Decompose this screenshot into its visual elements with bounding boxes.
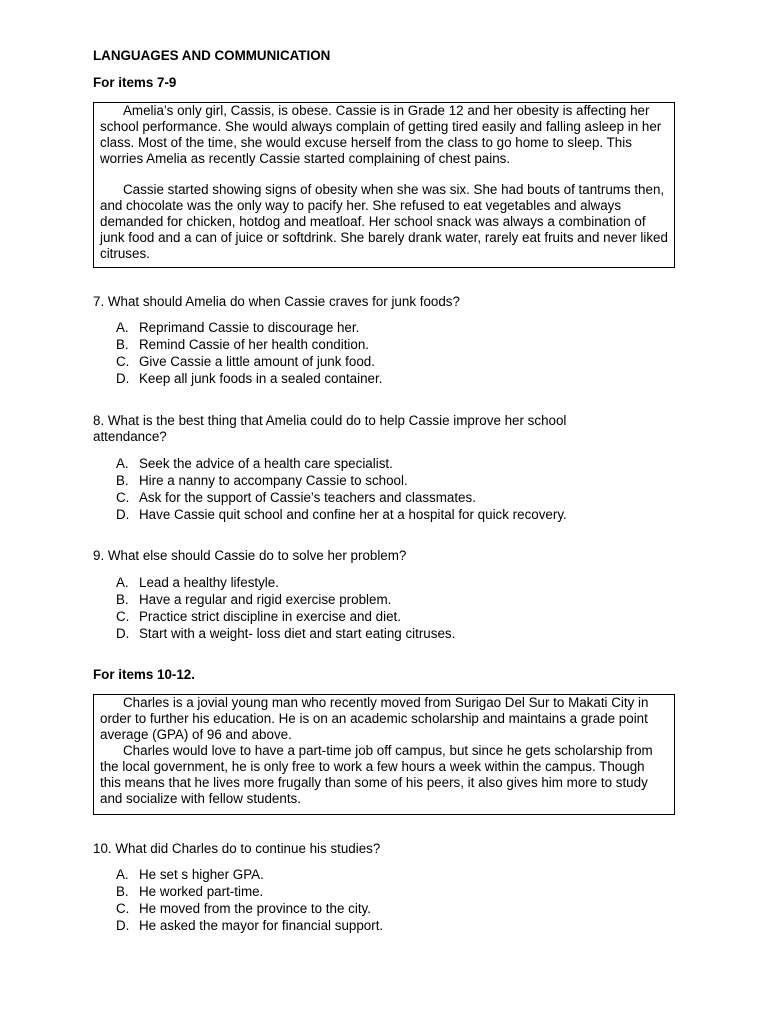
option-b: B. Have a regular and rigid exercise problem. <box>116 592 392 607</box>
option-d: D. He asked the mayor for financial support. <box>116 918 384 933</box>
option-a: A. Seek the advice of a health care specialist. <box>116 456 393 471</box>
option-d: D. Start with a weight- loss diet and start eating citruses. <box>116 626 456 641</box>
option-c: C. Ask for the support of Cassie’s teachers and classmates. <box>116 490 476 505</box>
question-7-options <box>116 319 382 387</box>
question-8: 8. What is the best thing that Amelia could do to help Cassie improve her school attendance? <box>93 413 567 444</box>
question-10: 10. What did Charles do to continue his studies? <box>93 841 381 856</box>
option-c: C. Give Cassie a little amount of junk food. <box>116 354 375 369</box>
option-d: D. Have Cassie quit school and confine her at a hospital for quick recovery. <box>116 507 567 522</box>
option-b: B. Remind Cassie of her health condition. <box>116 337 370 352</box>
passage-paragraph: Charles is a jovial young man who recently moved from Surigao Del Sur to Makati City in order to further his education. He is on an academic scholarship and maintains a grade point average (GPA) of 96 and above. <box>100 695 649 742</box>
passage-paragraph: Charles would love to have a part-time job off campus, but since he gets scholarship from the local government, he is only free to work a few hours a week within the campus. Though this means that he lives more frugally than some of his peers, it also gives him more to study and socialize with fellow students. <box>100 743 653 806</box>
option-a: A. Reprimand Cassie to discourage her. <box>116 320 360 335</box>
option-c: C. Practice strict discipline in exercise and diet. <box>116 609 401 624</box>
question-10-options <box>116 866 383 934</box>
option-b: B. He worked part-time. <box>116 884 264 899</box>
passage-paragraph: Amelia’s only girl, Cassis, is obese. Cassie is in Grade 12 and her obesity is affecting her school performance. She would always complain of getting tired easily and falling asleep in her class. Most of the time, she would excuse herself from the class to go home to sleep. This worries Amelia as recently Cassie started complaining of chest pains. <box>100 103 662 166</box>
charles-passage-box <box>93 694 675 815</box>
question-7: 7. What should Amelia do when Cassie craves for junk foods? <box>93 294 460 309</box>
section-title: LANGUAGES AND COMMUNICATION <box>93 48 331 63</box>
items-7-9-heading: For items 7-9 <box>93 75 177 90</box>
question-8-options <box>116 455 567 523</box>
option-a: A. Lead a healthy lifestyle. <box>116 575 279 590</box>
passage-paragraph: Cassie started showing signs of obesity when she was six. She had bouts of tantrums then, and chocolate was the only way to pacify her. She refused to eat vegetables and always demanded for chicken, hotdog and meatloaf. Her school snack was always a combination of junk food and a can of juice or softdrink. She barely drank water, rarely eat fruits and never liked citruses. <box>100 182 668 261</box>
option-b: B. Hire a nanny to accompany Cassie to school. <box>116 473 408 488</box>
option-c: C. He moved from the province to the city. <box>116 901 371 916</box>
cassie-passage-box <box>93 102 675 268</box>
question-9: 9. What else should Cassie do to solve her problem? <box>93 548 407 563</box>
option-d: D. Keep all junk foods in a sealed container. <box>116 371 383 386</box>
question-9-options <box>116 574 455 642</box>
items-10-12-heading: For items 10-12. <box>93 667 195 682</box>
option-a: A. He set s higher GPA. <box>116 867 264 882</box>
